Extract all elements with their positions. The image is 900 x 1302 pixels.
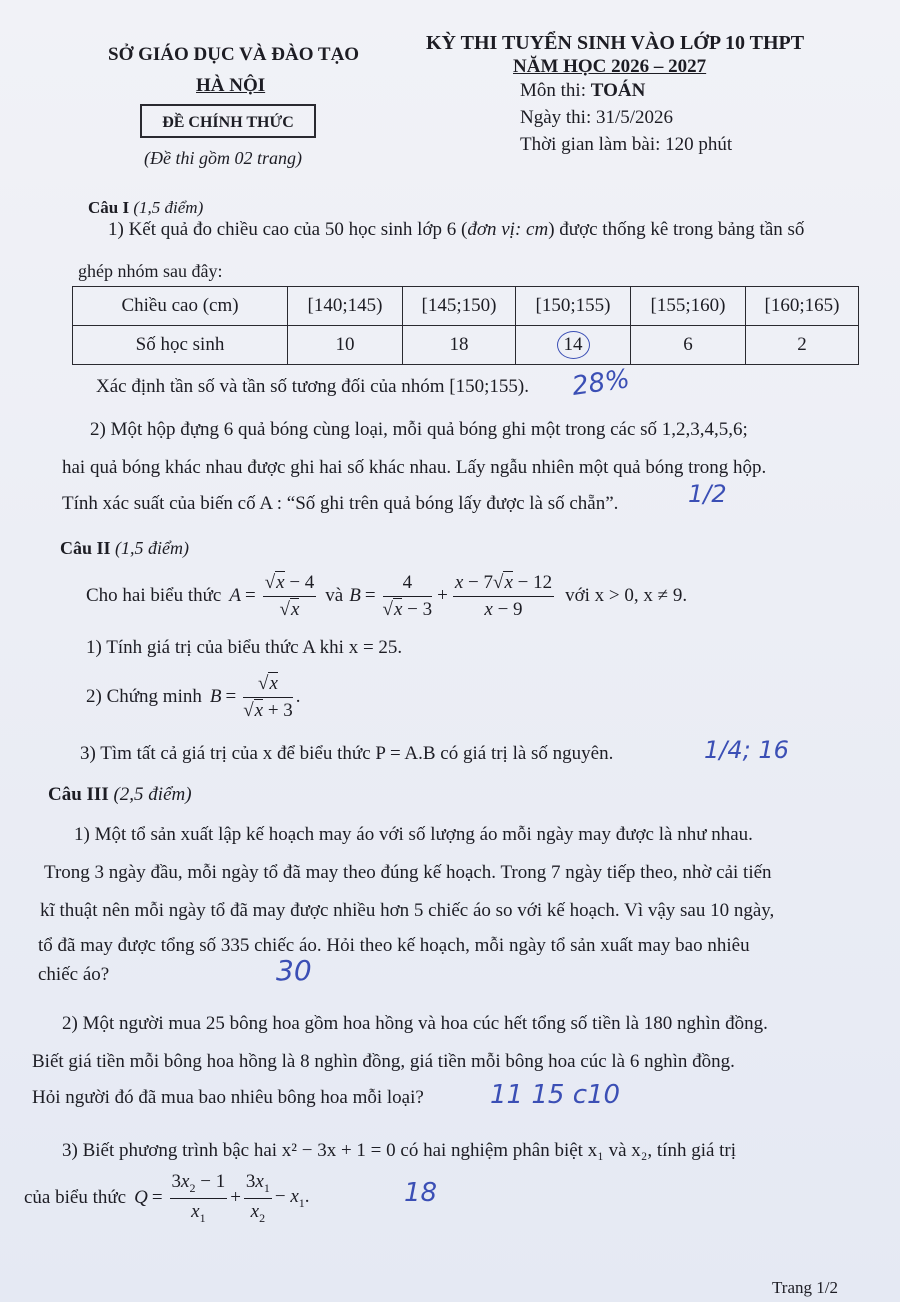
q3-p1-line: tổ đã may được tổng số 335 chiếc áo. Hỏi theo kế hoạch, mỗi ngày tổ sản xuất may bao nhiêu — [38, 935, 750, 956]
handwritten-answer: 30 — [276, 954, 312, 987]
q1-p2-line3: Tính xác suất của biến cố A : “Số ghi trên quả bóng lấy được là số chẵn”. — [62, 493, 619, 514]
page-number: Trang 1/2 — [772, 1278, 838, 1297]
table-cell: 18 — [403, 326, 516, 365]
q2-intro: Cho hai biểu thức — [86, 585, 222, 606]
q2-item3: 3) Tìm tất cả giá trị của x để biểu thức P = A.B có giá trị là số nguyên. — [80, 743, 614, 764]
fraction-q2: $\frac{3x_1}{x_2}$ — [245, 1170, 270, 1225]
q3-title: Câu III — [48, 784, 109, 805]
handwritten-answer: 1/4; 16 — [704, 736, 789, 764]
city: HÀ NỘI — [196, 75, 266, 96]
table-cell: 6 — [631, 326, 746, 365]
q1-p1-text-a: 1) Kết quả đo chiều cao của 50 học sinh lớp 6 ( — [108, 219, 468, 240]
table-header-count: Số học sinh — [73, 326, 288, 365]
fraction-b-proof: $\frac{√x}{√x + 3}$ — [243, 672, 293, 721]
handwritten-answer: 11 15 c10 — [490, 1080, 621, 1110]
table-cell: 2 — [746, 326, 859, 365]
q1-p1-line2: ghép nhóm sau đây: — [78, 261, 223, 281]
q2-item2: 2) Chứng minh B = $\frac{√x}{√x + 3}$ . — [86, 672, 301, 721]
q1-points: (1,5 điểm) — [133, 198, 204, 217]
q2-expressions: Cho hai biểu thức A = $\frac{√x - 4}{√x}$ và B = $\frac{4}{√x - 3}$ + $\frac{x - 7√x - 12}{x - 9}$ với x > 0, x ≠ 9. — [86, 571, 688, 620]
q3-p3-line2: của biểu thức Q = $\frac{3x_2 - 1}{x_1}$ + $\frac{3x_1}{x_2}$ − $x_1$. — [24, 1170, 310, 1225]
pages-note: (Đề thi gồm 02 trang) — [144, 148, 302, 168]
q2-points: (1,5 điểm) — [115, 538, 190, 558]
department: SỞ GIÁO DỤC VÀ ĐÀO TẠO — [108, 44, 360, 65]
table-cell: [155;160) — [631, 287, 746, 326]
fraction-b2: $\frac{x - 7√x - 12}{x - 9}$ — [454, 571, 553, 620]
fraction-a: $\frac{√x - 4}{√x}$ — [264, 571, 315, 620]
exam-duration: Thời gian làm bài: 120 phút — [520, 134, 733, 155]
q2-item2-text: 2) Chứng minh — [86, 686, 202, 707]
q1-title: Câu I — [88, 198, 130, 217]
frequency-table — [72, 286, 859, 365]
q3-p1-line: 1) Một tổ sản xuất lập kế hoạch may áo với số lượng áo mỗi ngày may được là như nhau. — [74, 824, 753, 845]
table-header-height: Chiều cao (cm) — [73, 287, 288, 326]
subject-line — [520, 80, 645, 102]
q1-p1-text-b: ) được thống kê trong bảng tần số — [548, 219, 805, 240]
table-cell — [516, 326, 631, 365]
q3-p2-line: Hỏi người đó đã mua bao nhiêu bông hoa mỗi loại? — [32, 1087, 424, 1108]
table-cell: [160;165) — [746, 287, 859, 326]
q3-points: (2,5 điểm) — [113, 784, 192, 805]
table-cell: [145;150) — [403, 287, 516, 326]
q2-item1: 1) Tính giá trị của biểu thức A khi x = 25. — [86, 637, 403, 658]
table-cell: 10 — [288, 326, 403, 365]
fraction-q1: $\frac{3x_2 - 1}{x_1}$ — [171, 1170, 226, 1225]
fraction-b1: $\frac{4}{√x - 3}$ — [382, 571, 433, 620]
handwritten-answer: 28% — [570, 364, 632, 402]
table-cell: [140;145) — [288, 287, 403, 326]
circled-count: 14 — [557, 331, 590, 359]
q3-p3-text: của biểu thức — [24, 1187, 127, 1208]
q3-p2-line: 2) Một người mua 25 bông hoa gồm hoa hồng và hoa cúc hết tổng số tiền là 180 nghìn đồng. — [62, 1013, 768, 1034]
q3-p1-line: chiếc áo? — [38, 964, 110, 985]
q1-p1-question: Xác định tần số và tần số tương đối của nhóm [150;155). — [96, 376, 529, 397]
subject-label: Môn thi: — [520, 80, 591, 101]
q1-p2-line1: 2) Một hộp đựng 6 quả bóng cùng loại, mỗi quả bóng ghi một trong các số 1,2,3,4,5,6; — [90, 419, 748, 440]
q3-heading — [48, 784, 192, 806]
q2-title: Câu II — [60, 538, 111, 558]
q1-heading — [88, 198, 203, 218]
exam-title: KỲ THI TUYỂN SINH VÀO LỚP 10 THPT — [426, 32, 805, 54]
q1-p1-unit: đơn vị: cm — [467, 219, 549, 240]
handwritten-answer: 1/2 — [688, 480, 727, 508]
q1-p2-line2: hai quả bóng khác nhau được ghi hai số khác nhau. Lấy ngẫu nhiên một quả bóng trong hộp. — [62, 457, 767, 478]
q2-and: và — [325, 585, 344, 606]
q1-p1-line1 — [108, 219, 804, 241]
q3-p2-line: Biết giá tiền mỗi bông hoa hồng là 8 nghìn đồng, giá tiền mỗi bông hoa cúc là 6 nghìn đồng. — [32, 1051, 735, 1072]
official-stamp: ĐỀ CHÍNH THỨC — [140, 104, 316, 138]
q3-p1-line: kĩ thuật nên mỗi ngày tổ đã may được nhiều hơn 5 chiếc áo so với kế hoạch. Vì vậy sau 10 ngày, — [40, 900, 775, 921]
q3-p3-line1: 3) Biết phương trình bậc hai x² − 3x + 1 = 0 có hai nghiệm phân biệt x₁ và x₂, tính giá trị — [62, 1140, 737, 1161]
q2-condition: với x > 0, x ≠ 9. — [565, 585, 688, 606]
subject: TOÁN — [590, 80, 646, 101]
table-cell: [150;155) — [516, 287, 631, 326]
school-year: NĂM HỌC 2026 – 2027 — [513, 56, 707, 77]
q3-p1-line: Trong 3 ngày đầu, mỗi ngày tổ đã may theo đúng kế hoạch. Trong 7 ngày tiếp theo, nhờ cải tiến — [44, 862, 772, 883]
exam-date: Ngày thi: 31/5/2026 — [520, 107, 674, 128]
handwritten-answer: 18 — [404, 1178, 438, 1208]
table-row — [73, 287, 859, 326]
q2-heading — [60, 538, 189, 559]
table-row — [73, 326, 859, 365]
